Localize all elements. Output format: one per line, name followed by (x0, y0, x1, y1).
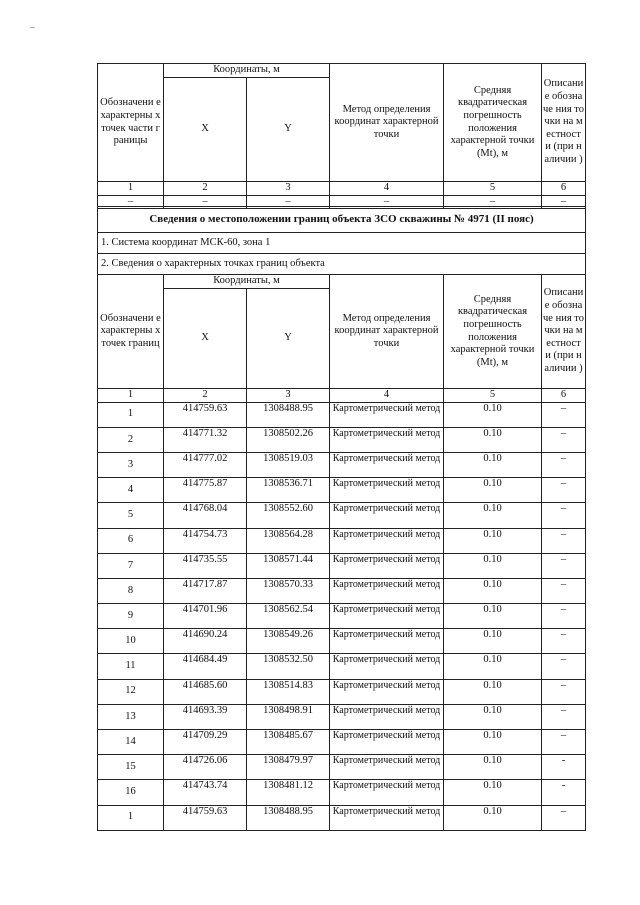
method-cell: Картометрический метод (330, 805, 444, 830)
empty-cell: – (542, 195, 586, 209)
header-description: Описани е обозначе ния точки на местност и (при наличии ) (542, 64, 586, 182)
description-cell: – (542, 730, 586, 755)
header-error: Средняя квадратическая погрешность положения характерной точки (Мt), м (444, 64, 542, 182)
empty-cell: – (330, 195, 444, 209)
header-method: Метод определения координат характерной точки (330, 275, 444, 389)
description-cell: – (542, 604, 586, 629)
header-coordinates: Координаты, м (164, 64, 330, 78)
method-cell: Картометрический метод (330, 654, 444, 679)
description-cell: – (542, 478, 586, 503)
table-row (98, 704, 586, 729)
method-cell: Картометрический метод (330, 780, 444, 805)
coord-y: 1308536.71 (247, 478, 330, 503)
column-number: 3 (247, 389, 330, 403)
table-row (98, 427, 586, 452)
coord-y: 1308570.33 (247, 578, 330, 603)
description-cell: - (542, 755, 586, 780)
error-cell: 0.10 (444, 503, 542, 528)
table-row (98, 805, 586, 830)
point-number: 3 (98, 452, 164, 477)
coord-x: 414743.74 (164, 780, 247, 805)
header-y: Y (247, 78, 330, 182)
empty-cell: – (98, 195, 164, 209)
table-row (98, 755, 586, 780)
point-number: 4 (98, 478, 164, 503)
coord-x: 414717.87 (164, 578, 247, 603)
column-number: 2 (164, 389, 247, 403)
coord-y: 1308488.95 (247, 805, 330, 830)
coord-x: 414759.63 (164, 805, 247, 830)
description-cell: – (542, 452, 586, 477)
point-number: 6 (98, 528, 164, 553)
method-cell: Картометрический метод (330, 452, 444, 477)
header-x: X (164, 78, 247, 182)
method-cell: Картометрический метод (330, 604, 444, 629)
error-cell: 0.10 (444, 654, 542, 679)
coord-x: 414684.49 (164, 654, 247, 679)
table-row (98, 679, 586, 704)
error-cell: 0.10 (444, 730, 542, 755)
coord-x: 414685.60 (164, 679, 247, 704)
coord-x: 414768.04 (164, 503, 247, 528)
table-row (98, 780, 586, 805)
coordinate-system: 1. Система координат МСК-60, зона 1 (98, 233, 586, 254)
coord-y: 1308562.54 (247, 604, 330, 629)
description-cell: – (542, 704, 586, 729)
method-cell: Картометрический метод (330, 402, 444, 427)
method-cell: Картометрический метод (330, 578, 444, 603)
description-cell: – (542, 528, 586, 553)
point-number: 1 (98, 805, 164, 830)
coord-y: 1308485.67 (247, 730, 330, 755)
coord-x: 414701.96 (164, 604, 247, 629)
point-number: 2 (98, 427, 164, 452)
coord-x: 414735.55 (164, 553, 247, 578)
coord-x: 414726.06 (164, 755, 247, 780)
point-number: 1 (98, 402, 164, 427)
method-cell: Картометрический метод (330, 528, 444, 553)
coord-x: 414759.63 (164, 402, 247, 427)
header-y: Y (247, 289, 330, 389)
error-cell: 0.10 (444, 629, 542, 654)
point-number: 9 (98, 604, 164, 629)
error-cell: 0.10 (444, 780, 542, 805)
error-cell: 0.10 (444, 805, 542, 830)
coord-y: 1308502.26 (247, 427, 330, 452)
method-cell: Картометрический метод (330, 704, 444, 729)
coord-x: 414754.73 (164, 528, 247, 553)
point-number: 10 (98, 629, 164, 654)
coord-x: 414693.39 (164, 704, 247, 729)
method-cell: Картометрический метод (330, 679, 444, 704)
header-description: Описани е обозначе ния точки на местност и (при наличии ) (542, 275, 586, 389)
error-cell: 0.10 (444, 604, 542, 629)
error-cell: 0.10 (444, 755, 542, 780)
coord-y: 1308479.97 (247, 755, 330, 780)
method-cell: Картометрический метод (330, 553, 444, 578)
point-number: 8 (98, 578, 164, 603)
table-row (98, 528, 586, 553)
column-number: 6 (542, 389, 586, 403)
error-cell: 0.10 (444, 679, 542, 704)
description-cell: – (542, 629, 586, 654)
coord-y: 1308481.12 (247, 780, 330, 805)
column-number: 5 (444, 182, 542, 196)
coord-y: 1308519.03 (247, 452, 330, 477)
description-cell: – (542, 427, 586, 452)
column-number: 1 (98, 182, 164, 196)
table-row (98, 578, 586, 603)
point-number: 7 (98, 553, 164, 578)
point-number: 15 (98, 755, 164, 780)
header-x: X (164, 289, 247, 389)
header-coordinates: Координаты, м (164, 275, 330, 289)
point-number: 5 (98, 503, 164, 528)
scan-mark: – (30, 22, 35, 32)
error-cell: 0.10 (444, 478, 542, 503)
points-table-part (97, 63, 586, 209)
coord-y: 1308564.28 (247, 528, 330, 553)
section-title: Сведения о местоположении границ объекта ЗСО скважины № 4971 (II пояс) (98, 207, 586, 233)
coord-y: 1308514.83 (247, 679, 330, 704)
coord-y: 1308549.26 (247, 629, 330, 654)
column-number: 5 (444, 389, 542, 403)
table-row (98, 654, 586, 679)
description-cell: - (542, 780, 586, 805)
coord-x: 414709.29 (164, 730, 247, 755)
description-cell: – (542, 402, 586, 427)
header-method: Метод определения координат характерной точки (330, 64, 444, 182)
empty-cell: – (164, 195, 247, 209)
coord-x: 414690.24 (164, 629, 247, 654)
description-cell: – (542, 553, 586, 578)
description-cell: – (542, 578, 586, 603)
column-number: 3 (247, 182, 330, 196)
point-number: 11 (98, 654, 164, 679)
column-number: 4 (330, 182, 444, 196)
description-cell: – (542, 805, 586, 830)
header-point-label: Обозначени е характерны х точек части границы (98, 64, 164, 182)
coord-y: 1308488.95 (247, 402, 330, 427)
column-number: 1 (98, 389, 164, 403)
error-cell: 0.10 (444, 578, 542, 603)
error-cell: 0.10 (444, 427, 542, 452)
point-number: 12 (98, 679, 164, 704)
method-cell: Картометрический метод (330, 629, 444, 654)
method-cell: Картометрический метод (330, 755, 444, 780)
header-point-label: Обозначени е характерны х точек границ (98, 275, 164, 389)
error-cell: 0.10 (444, 528, 542, 553)
method-cell: Картометрический метод (330, 730, 444, 755)
method-cell: Картометрический метод (330, 503, 444, 528)
column-number: 4 (330, 389, 444, 403)
empty-cell: – (247, 195, 330, 209)
coord-y: 1308498.91 (247, 704, 330, 729)
table-row (98, 604, 586, 629)
boundary-points-table (97, 206, 586, 831)
error-cell: 0.10 (444, 402, 542, 427)
table-row (98, 478, 586, 503)
description-cell: – (542, 503, 586, 528)
header-error: Средняя квадратическая погрешность положения характерной точки (Мt), м (444, 275, 542, 389)
table-row (98, 730, 586, 755)
point-number: 16 (98, 780, 164, 805)
point-number: 13 (98, 704, 164, 729)
coord-x: 414775.87 (164, 478, 247, 503)
points-heading: 2. Сведения о характерных точках границ объекта (98, 254, 586, 275)
point-number: 14 (98, 730, 164, 755)
coord-x: 414771.32 (164, 427, 247, 452)
table-row (98, 553, 586, 578)
method-cell: Картометрический метод (330, 427, 444, 452)
coord-x: 414777.02 (164, 452, 247, 477)
method-cell: Картометрический метод (330, 478, 444, 503)
table-row (98, 402, 586, 427)
coord-y: 1308571.44 (247, 553, 330, 578)
description-cell: – (542, 679, 586, 704)
error-cell: 0.10 (444, 553, 542, 578)
description-cell: – (542, 654, 586, 679)
error-cell: 0.10 (444, 704, 542, 729)
table-row (98, 503, 586, 528)
table-row (98, 452, 586, 477)
coord-y: 1308532.50 (247, 654, 330, 679)
table-row (98, 629, 586, 654)
column-number: 6 (542, 182, 586, 196)
empty-cell: – (444, 195, 542, 209)
error-cell: 0.10 (444, 452, 542, 477)
coord-y: 1308552.60 (247, 503, 330, 528)
column-number: 2 (164, 182, 247, 196)
